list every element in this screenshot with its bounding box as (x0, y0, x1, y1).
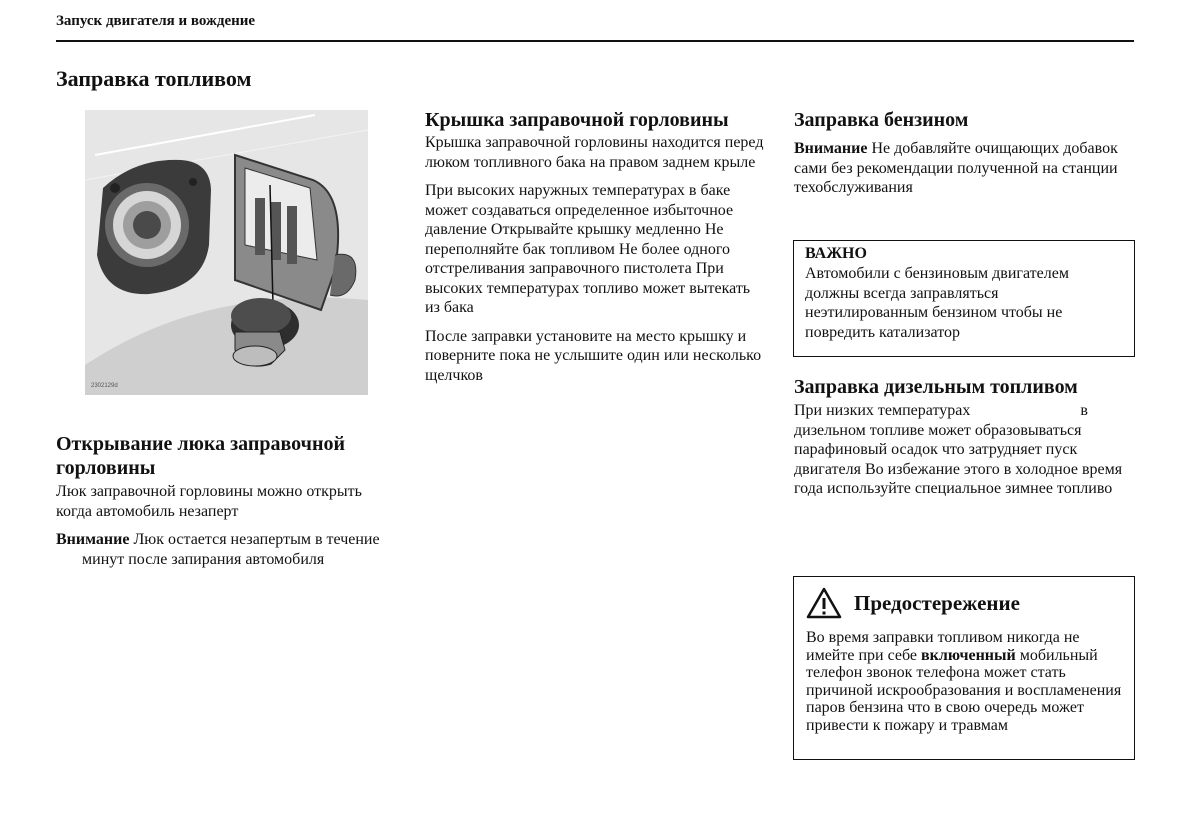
warning-text-b: мобильный телефон звонок телефона может стать причиной искрообразования и воспламенения паров бензина что в свою очередь может привести к пожару и травмам (806, 646, 1122, 734)
diesel-paragraph (794, 401, 1134, 499)
opening-note-label: Внимание (56, 531, 130, 548)
cap-paragraph-2a: При высоких наружных температурах в баке может создаваться определенное избыточное давление Открывайте крышку медленно Не переполняйте бак топливом Не более одного (425, 182, 734, 258)
important-title: ВАЖНО (805, 245, 867, 262)
warning-title: Предостережение (854, 590, 1020, 615)
petrol-heading: Заправка бензином (794, 109, 969, 131)
opening-note-text-b: минут после запирания автомобиля (82, 550, 325, 568)
important-text: Автомобили с бензиновым двигателем должны всегда заправляться неэтилированным бензином чтобы не повредить катализатор (805, 265, 1069, 341)
warning-text-bold: включенный (921, 646, 1016, 664)
cap-section (425, 108, 765, 385)
diesel-section (794, 375, 1134, 499)
cap-paragraph-2b: отстреливания заправочного пистолета При высоких температурах топливо может вытекать из бака (425, 260, 751, 316)
petrol-section (794, 108, 1134, 198)
warning-text (806, 629, 1122, 734)
petrol-note-text: Не добавляйте очищающих добавок сами без рекомендации полученной на станции техобслуживания (794, 140, 1118, 196)
fuel-filler-illustration (85, 110, 368, 395)
warning-triangle-icon (806, 587, 842, 619)
warning-box (793, 576, 1135, 760)
running-header: Запуск двигателя и вождение (56, 13, 256, 29)
warning-header (806, 583, 1122, 623)
cap-paragraph-3: После заправки установите на место крышку и поверните пока не услышите один или несколько щелчков (425, 327, 762, 384)
opening-heading: Открывание люка заправочной горловины (56, 433, 345, 479)
important-box (793, 240, 1135, 357)
warning-text-a: Во время заправки топливом никогда не имейте при себе (806, 629, 1080, 664)
cap-heading: Крышка заправочной горловины (425, 109, 729, 131)
cap-paragraph-2 (425, 181, 765, 318)
opening-note-text-a: Люк остается незапертым в течение (133, 531, 380, 548)
header-rule (56, 40, 1134, 42)
diesel-heading: Заправка дизельным топливом (794, 376, 1078, 398)
fuel-cap-drawing (85, 110, 368, 395)
diesel-paragraph-a: При низких температурах (794, 402, 971, 419)
figure-code: 2302129d (91, 383, 118, 389)
cap-paragraph-1: Крышка заправочной горловины находится перед люком топливного бака на правом заднем крыле (425, 134, 764, 171)
petrol-note (794, 139, 1134, 198)
page-title: Заправка топливом (56, 66, 252, 91)
opening-section (56, 432, 386, 569)
opening-note (56, 530, 386, 569)
diesel-paragraph-b: в дизельном топливе может образовываться парафиновый осадок что затрудняет пуск двигателя Во избежание этого в холодное время года используйте специальное зимнее топливо (794, 402, 1123, 497)
opening-paragraph: Люк заправочной горловины можно открыть когда автомобиль незаперт (56, 483, 362, 520)
petrol-note-label: Внимание (794, 140, 868, 157)
